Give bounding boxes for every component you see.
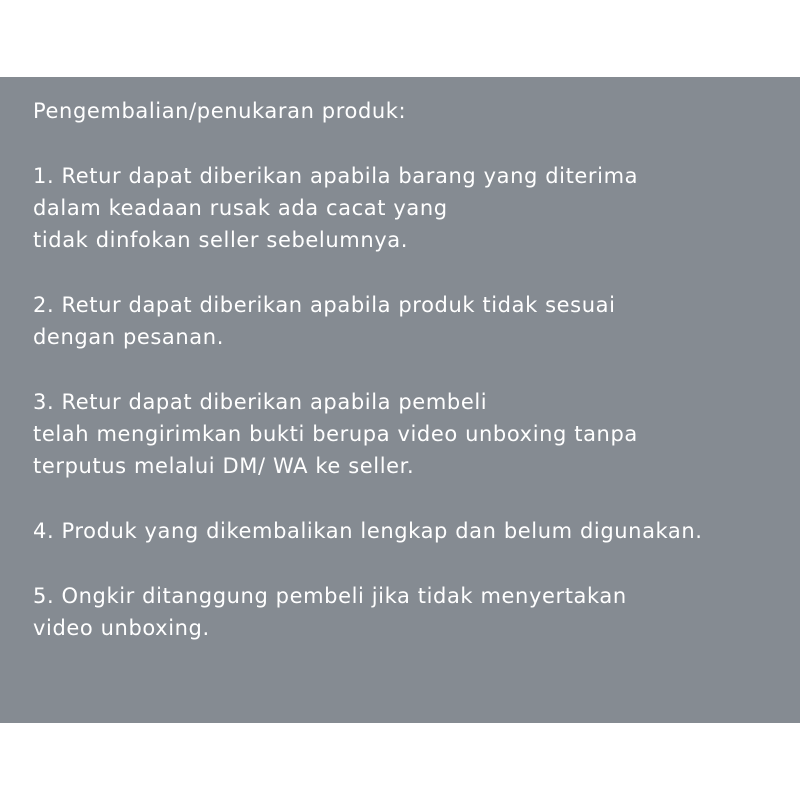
rule-line: 5. Ongkir ditanggung pembeli jika tidak menyertakan bbox=[33, 584, 627, 608]
policy-rule-3 bbox=[33, 386, 800, 482]
rule-line: dengan pesanan. bbox=[33, 325, 224, 349]
rule-line: telah mengirimkan bukti berupa video unboxing tanpa bbox=[33, 422, 638, 446]
policy-rule-2 bbox=[33, 289, 800, 353]
return-policy-card bbox=[0, 77, 800, 723]
rule-line: terputus melalui DM/ WA ke seller. bbox=[33, 454, 415, 478]
rule-line: 1. Retur dapat diberikan apabila barang yang diterima bbox=[33, 164, 639, 188]
rule-line: 4. Produk yang dikembalikan lengkap dan belum digunakan. bbox=[33, 519, 703, 543]
policy-title: Pengembalian/penukaran produk: bbox=[33, 99, 407, 123]
policy-rule-1 bbox=[33, 160, 800, 256]
rule-line: tidak dinfokan seller sebelumnya. bbox=[33, 228, 409, 252]
rule-line: 3. Retur dapat diberikan apabila pembeli bbox=[33, 390, 488, 414]
policy-rule-4 bbox=[33, 515, 800, 547]
rule-line: dalam keadaan rusak ada cacat yang bbox=[33, 196, 448, 220]
policy-rule-5 bbox=[33, 580, 800, 644]
rule-line: video unboxing. bbox=[33, 616, 210, 640]
rule-line: 2. Retur dapat diberikan apabila produk tidak sesuai bbox=[33, 293, 616, 317]
